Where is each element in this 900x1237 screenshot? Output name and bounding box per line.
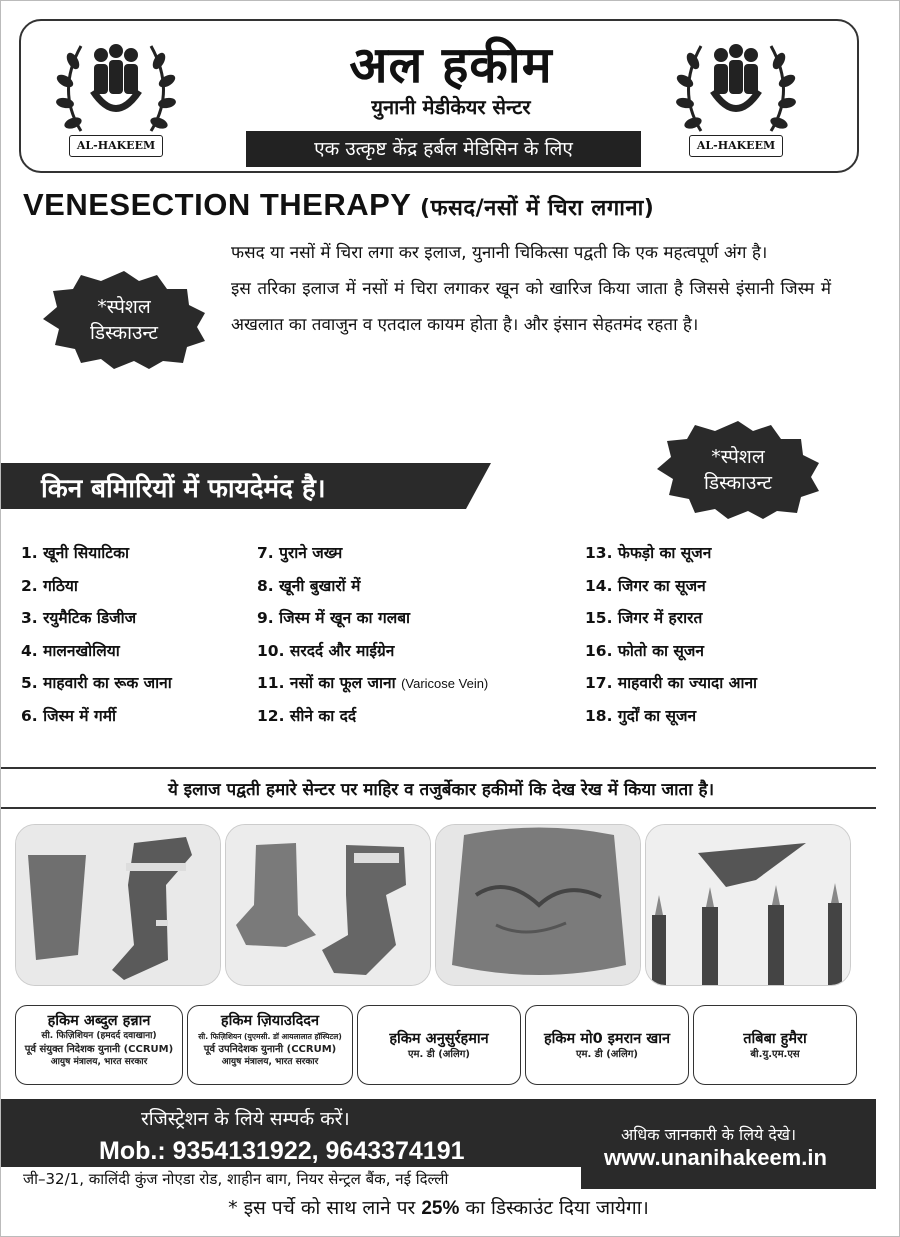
doctor-card-1 xyxy=(15,1005,183,1085)
list-item: 10. सरदर्द और माईग्रेन xyxy=(257,641,395,660)
list-item: 7. पुराने जख्म xyxy=(257,544,343,562)
list-item: 16. फोतो का सूजन xyxy=(585,641,704,660)
lancet-tools-icon xyxy=(646,825,851,986)
list-item: 12. सीने का दर्द xyxy=(257,706,357,725)
diseases-heading: किन बमिारियों में फायदेमंद है। xyxy=(41,474,326,504)
therapy-title xyxy=(23,187,654,223)
list-item: 6. जिस्म में गर्मी xyxy=(21,706,116,725)
venesection-photo-2 xyxy=(225,824,431,986)
doctor-detail: बी.यु.एम.एस xyxy=(750,1049,800,1060)
doctor-detail: एम. डी (अलिग) xyxy=(576,1049,638,1060)
discount-percent: 25% xyxy=(421,1198,460,1219)
badge-line2: डिस्काउन्ट xyxy=(704,472,772,494)
website-link[interactable]: www.unanihakeem.in xyxy=(604,1145,827,1170)
treatment-statement: ये इलाज पद्वती हमारे सेन्टर पर माहिर व तजुर्बेकार हकीमों कि देख रेख में किया जाता है। xyxy=(167,780,715,800)
discount-note: * इस पर्चे को साथ लाने पर 25% का डिस्काउंट दिया जायेगा। xyxy=(228,1197,649,1219)
logo-text: AL-HAKEEM xyxy=(689,135,783,157)
doctor-detail: एम. डी (अलिग) xyxy=(408,1049,470,1060)
badge-line2: डिस्काउन्ट xyxy=(90,322,158,344)
doctor-name: हकिम ज़ियाउदिदन xyxy=(220,1013,320,1029)
list-item: 5. माहवारी का रूक जाना xyxy=(21,674,172,693)
venesection-photo-4 xyxy=(645,824,851,986)
varicose-note: (Varicose Vein) xyxy=(401,676,489,692)
badge-line1: *स्पेशल xyxy=(711,446,765,468)
list-item: 17. माहवारी का ज्यादा आना xyxy=(585,674,758,693)
divider-bottom xyxy=(1,807,876,809)
divider-top xyxy=(1,767,876,769)
venesection-photo-3 xyxy=(435,824,641,986)
list-item: 13. फेफड़ो का सूजन xyxy=(585,544,712,562)
doctor-detail: सी. फिज़िशियन (युएमसी. डॉ आयलालात हॉस्पिटल) xyxy=(198,1032,342,1041)
intro-paragraph-1: फसद या नसों में चिरा लगा कर इलाज, युनानी चिकित्सा पद्वती कि एक महत्वपूर्ण अंग है। xyxy=(231,243,768,263)
intro-paragraph-2: इस तरिका इलाज में नसों मं चिरा लगाकर खून को खारिज किया जाता है जिससे इंसानी जिस्म में अखलात का तवाजुन व एतदाल कायम होता है। और इंसान सेहतमंद रहता है। xyxy=(231,279,831,335)
list-item: 14. जिगर का सूजन xyxy=(585,576,706,595)
doctor-detail: सी. फिज़िशियन (हमदर्द दवाखाना) xyxy=(41,1031,157,1041)
special-discount-badge xyxy=(39,269,209,369)
brand-title: अल हकीम xyxy=(349,36,553,94)
doctor-detail: आयुष मंत्रालय, भारत सरकार xyxy=(221,1057,319,1067)
doctor-card-2 xyxy=(187,1005,353,1085)
disease-column-3 xyxy=(585,541,757,737)
registration-text: रजिस्ट्रेशन के लिये सम्पर्क करें। xyxy=(141,1108,350,1130)
doctor-name: हकिम अब्दुल हन्नान xyxy=(47,1013,151,1029)
list-item: 11. नसों का फूल जाना (Varicose Vein) xyxy=(257,674,489,693)
mobile-numbers[interactable]: Mob.: 9354131922, 9643374191 xyxy=(99,1137,465,1165)
brand-tagline: एक उत्कृष्ट केंद्र हर्बल मेडिसिन के लिए xyxy=(246,131,641,167)
logo-text: AL-HAKEEM xyxy=(69,135,163,157)
list-item: 9. जिस्म में खून का गलबा xyxy=(257,609,411,628)
doctor-detail: पूर्व उपनिदेशक युनानी (CCRUM) xyxy=(203,1044,337,1055)
doctor-card-5 xyxy=(693,1005,857,1085)
doctor-name: हकिम अनुसुर्रहमान xyxy=(389,1031,489,1047)
doctor-name: हकिम मो0 इमरान खान xyxy=(543,1031,671,1047)
list-item: 15. जिगर में हरारत xyxy=(585,609,703,628)
doctor-card-4 xyxy=(525,1005,689,1085)
disease-column-1 xyxy=(21,541,172,737)
foot-illustration-icon xyxy=(226,825,431,986)
doctor-name: तबिबा हुमैरा xyxy=(743,1031,807,1047)
leg-illustration-icon xyxy=(16,825,221,986)
list-item: 2. गठिया xyxy=(21,576,78,595)
therapy-intro xyxy=(231,235,831,343)
therapy-title-hi: (फसद/नसों में चिरा लगाना) xyxy=(420,196,655,221)
diseases-heading-banner xyxy=(1,461,491,511)
disease-column-2 xyxy=(257,541,488,737)
special-discount-badge xyxy=(653,419,823,519)
list-item: 1. खूनी सियाटिका xyxy=(21,544,130,562)
list-item: 8. खूनी बुखारों में xyxy=(257,576,361,595)
list-item: 18. गुर्दों का सूजन xyxy=(585,706,697,725)
al-hakeem-logo-left xyxy=(51,31,181,166)
scalp-illustration-icon xyxy=(436,825,641,986)
venesection-photo-1 xyxy=(15,824,221,986)
address: जी–32/1, कालिंदी कुंज नोएडा रोड, शाहीन बाग, नियर सेन्ट्रल बैंक, नई दिल्ली xyxy=(1,1167,581,1191)
doctor-detail: आयुष मंत्रालय, भारत सरकार xyxy=(50,1057,148,1067)
doctor-card-3 xyxy=(357,1005,521,1085)
list-item: 4. मालनखोलिया xyxy=(21,641,120,660)
more-info-text: अधिक जानकारी के लिये देखे। xyxy=(621,1125,797,1144)
therapy-title-en: VENESECTION THERAPY xyxy=(23,187,411,222)
doctor-detail: पूर्व संयुक्त निदेशक युनानी (CCRUM) xyxy=(24,1044,174,1055)
brand-subtitle: युनानी मेडीकेयर सेन्टर xyxy=(371,95,531,119)
badge-line1: *स्पेशल xyxy=(97,296,151,318)
list-item: 3. रयुमैटिक डिजीज xyxy=(21,609,137,628)
